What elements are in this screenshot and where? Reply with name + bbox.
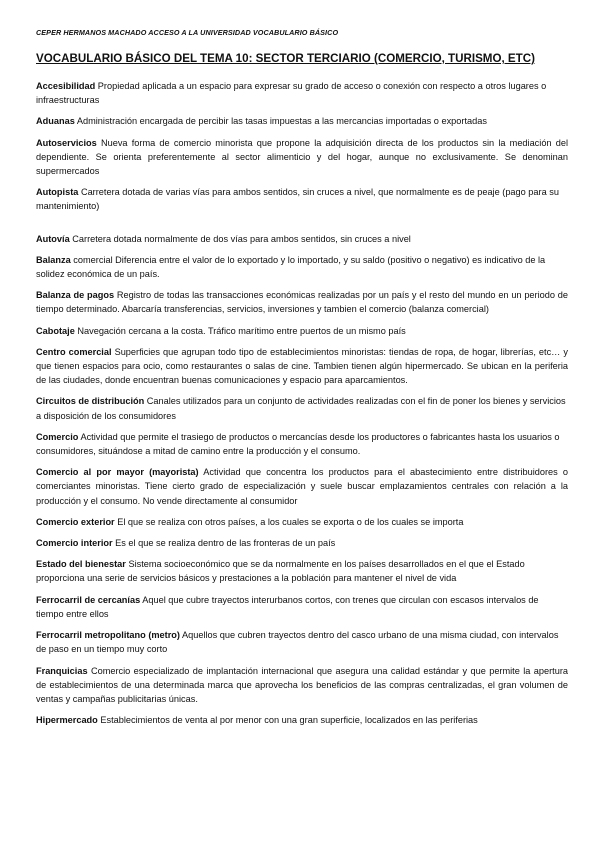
glossary-entry [36, 79, 568, 107]
entry-term: Accesibilidad [36, 81, 96, 91]
glossary-entry [36, 114, 568, 128]
entry-definition: Registro de todas las transacciones económicas realizadas por un país y el resto del mundo en un periodo de tiempo determinado. Abarcaría transferencias, servicios, inversiones y tambien el comercio (balanza comercial) [36, 290, 568, 315]
glossary-entry [36, 324, 568, 338]
glossary-entry [36, 557, 568, 585]
entry-definition: Aquellos que cubren trayectos dentro del casco urbano de una misma ciudad, con intervalos de paso en un tiempo muy corto [36, 630, 559, 655]
entry-definition: Canales utilizados para un conjunto de actividades realizadas con el fin de poner los bienes y servicios a disposición de los consumidores [36, 396, 566, 421]
glossary-entry [36, 345, 568, 388]
entry-term: Balanza [36, 254, 71, 265]
glossary-entry [36, 465, 568, 508]
entry-term: Ferrocarril metropolitano (metro) [36, 630, 180, 641]
entry-term: Autopista [36, 187, 79, 198]
entry-term: Comercio [36, 431, 79, 442]
entry-definition: El que se realiza con otros países, a los cuales se exporta o de los cuales se importa [117, 516, 464, 527]
entry-definition: Comercio especializado de implantación internacional que asegura una calidad estándar y que permite la apertura de establecimientos de una determinada marca que aprovecha los beneficios de las compras centralizadas, el gran volumen de ventas y campañas publicitarias únicas. [36, 665, 568, 704]
glossary-entry [36, 253, 568, 281]
entry-definition: Superficies que agrupan todo tipo de establecimientos minoristas: tiendas de ropa, de hogar, librerías, etc… y que tienen espacios para ocio, como restaurantes o salas de cine. Tambien tienen algún hipermercado. Se ubican en la periferia de las ciudades, donde encuentran buenas comunicaciones y espacio para aparcamientos. [36, 346, 568, 386]
document-title: VOCABULARIO BÁSICO DEL TEMA 10: SECTOR TERCIARIO (COMERCIO, TURISMO, ETC) [36, 52, 535, 65]
glossary-entry [36, 664, 568, 707]
entry-term: Autovía [36, 233, 70, 244]
glossary-entry [36, 515, 568, 529]
entry-term: Circuitos de distribución [36, 396, 145, 407]
entry-definition: Actividad que permite el trasiego de productos o mercancías desde los productores o fabricantes hasta los usuarios o consumidores, situándose a mitad de camino entre la producción y el consumo. [36, 431, 560, 457]
entry-term: Comercio al por mayor (mayorista) [36, 467, 199, 478]
glossary-entry [36, 536, 568, 550]
entry-definition: Sistema socioeconómico que se da normalmente en los países desarrollados en el que el Estado proporciona una serie de servicios básicos y prestaciones a la población para mantener el nivel de vida [36, 559, 525, 584]
glossary-entry [36, 185, 568, 213]
entry-definition: comercial Diferencia entre el valor de lo exportado y lo importado, y su saldo (positivo o negativo) es indicativo de la solidez económica de un país. [36, 254, 546, 280]
glossary-entry [36, 593, 568, 621]
glossary-entry [36, 430, 568, 458]
entry-term: Ferrocarril de cercanías [36, 594, 141, 605]
entry-term: Centro comercial [36, 346, 112, 357]
entry-term: Estado del bienestar [36, 559, 126, 570]
entry-term: Aduanas [36, 116, 75, 127]
page-header: CEPER HERMANOS MACHADO ACCESO A LA UNIVERSIDAD VOCABULARIO BÁSICO [36, 28, 339, 37]
entry-term: Cabotaje [36, 325, 75, 336]
glossary-entry [36, 628, 568, 656]
glossary-entry [36, 394, 568, 422]
glossary-entry [36, 288, 568, 316]
entry-definition: Administración encargada de percibir las tasas impuestas a las mercancias importadas o exportadas [76, 116, 487, 127]
entry-definition: Carretera dotada normalmente de dos vías para ambos sentidos, sin cruces a nivel [72, 233, 411, 244]
entry-term: Comercio interior [36, 538, 113, 549]
entry-definition: Aquel que cubre trayectos interurbanos cortos, con trenes que circulan con escasos intervalos de tiempo entre ellos [36, 594, 539, 619]
entry-definition: Propiedad aplicada a un espacio para expresar su grado de acceso o conexión con respecto a otros lugares o infraestructuras [36, 81, 547, 106]
entry-term: Hipermercado [36, 715, 98, 726]
entry-term: Balanza de pagos [36, 290, 115, 301]
entry-term: Franquicias [36, 665, 88, 676]
glossary-entry [36, 232, 568, 246]
entry-definition: Actividad que concentra los productos para el abastecimiento entre distribuidores o comerciantes minoristas. Tiene cierto grado de especialización y suele buscar emplazamientos centrales con relación a la producción y el consumo. No vende directamente al consumidor [36, 467, 569, 506]
entry-definition: Es el que se realiza dentro de las fronteras de un país [115, 538, 336, 549]
glossary-entry [36, 136, 568, 179]
entry-definition: Navegación cercana a la costa. Tráfico marítimo entre puertos de un mismo país [77, 325, 406, 336]
glossary-entry [36, 713, 568, 727]
entry-definition: Nueva forma de comercio minorista que propone la adquisición directa de los productos sin la mediación del dependiente. Se orienta preferentemente al sector alimenticio y del hogar, aunque no exclusivamente. Se denominan supermercados [36, 137, 568, 177]
entry-definition: Establecimientos de venta al por menor con una gran superficie, localizados en las periferias [100, 715, 478, 726]
entry-term: Comercio exterior [36, 516, 115, 527]
entry-term: Autoservicios [36, 137, 97, 148]
glossary-list [36, 79, 568, 734]
entry-definition: Carretera dotada de varias vías para ambos sentidos, sin cruces a nivel, que normalmente es de peaje (pago para su mantenimiento) [36, 187, 559, 212]
